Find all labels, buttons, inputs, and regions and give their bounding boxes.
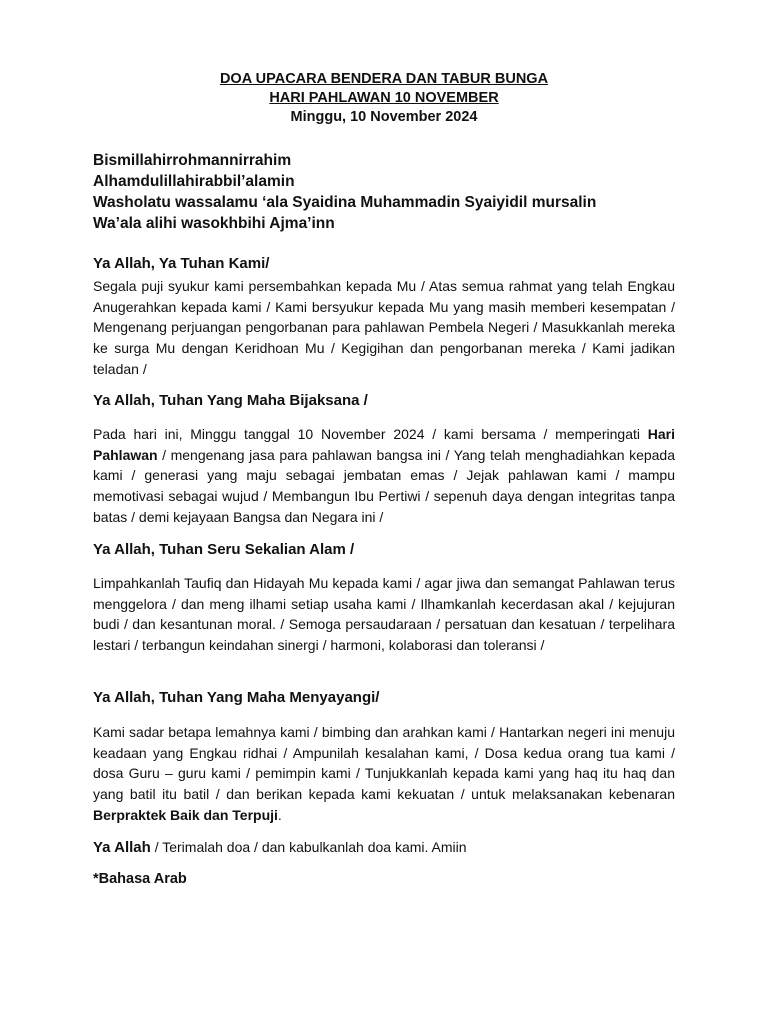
section-paragraph-1: Segala puji syukur kami persembahkan kepada Mu / Atas semua rahmat yang telah Engkau Anugerahkan kepada kami / Kami bersyukur kepada Mu yang masih memberi kesempatan / Mengenang perjuangan pengorbanan para pahlawan Pembela Negeri / Masukkanlah mereka ke surga Mu dengan Keridhoan Mu / Kegigihan dan pengorbanan mereka / Kami jadikan teladan / xyxy=(93,278,675,377)
opening-line: Wa’ala alihi wasokhbihi Ajma’inn xyxy=(93,215,335,232)
closing-emphasis: Ya Allah xyxy=(93,839,151,856)
title-line-2: HARI PAHLAWAN 10 NOVEMBER xyxy=(269,90,499,106)
paragraph-emphasis: Hari Pahlawan xyxy=(93,426,675,463)
section-heading-3: Ya Allah, Tuhan Seru Sekalian Alam / xyxy=(93,541,355,558)
paragraph-text: / mengenang jasa para pahlawan bangsa ini / Yang telah menghadiahkan kepada kami / generasi yang maju sebagai jembatan emas / Jejak pahlawan kami / mampu memotivasi sebagai wujud / Membangun Ibu Pertiwi / sepenuh daya dengan integritas tanpa batas / demi kejayaan Bangsa dan Negara ini / xyxy=(93,446,675,525)
date-line: Minggu, 10 November 2024 xyxy=(290,109,478,125)
section-paragraph-3: Limpahkanlah Taufiq dan Hidayah Mu kepada kami / agar jiwa dan semangat Pahlawan terus menggelora / dan meng ilhami setiap usaha kami / Ilhamkanlah kecerdasan akal / kejujuran budi / dan kesantunan moral. / Semoga persaudaraan / persatuan dan kesatuan / terpelihara lestari / terbangun keindahan sinergi / harmoni, kolaborasi dan toleransi / xyxy=(93,575,675,654)
footnote: *Bahasa Arab xyxy=(93,871,187,887)
title-line-1: DOA UPACARA BENDERA DAN TABUR BUNGA xyxy=(219,71,549,87)
section-paragraph-2 xyxy=(93,424,675,528)
closing-text: / Terimalah doa / dan kabulkanlah doa kami. Amiin xyxy=(150,839,467,855)
opening-line: Washolatu wassalamu ‘ala Syaidina Muhammadin Syaiyidil mursalin xyxy=(93,194,597,211)
paragraph-text: Kami sadar betapa lemahnya kami / bimbing dan arahkan kami / Hantarkan negeri ini menuju keadaan yang Engkau ridhai / Ampunilah kesalahan kami, / Dosa kedua orang tua kami / dosa Guru – guru kami / pemimpin kami / Tunjukkanlah kepada kami yang haq itu haq dan yang batil itu batil / dan berikan kepada kami kekuatan / untuk melaksanakan kebenaran xyxy=(93,724,675,803)
section-heading-1: Ya Allah, Ya Tuhan Kami/ xyxy=(93,255,270,272)
paragraph-text: . xyxy=(277,806,282,823)
paragraph-emphasis: Berpraktek Baik dan Terpuji xyxy=(93,806,278,823)
section-heading-4: Ya Allah, Tuhan Yang Maha Menyayangi/ xyxy=(93,689,380,706)
document-header xyxy=(0,70,768,127)
opening-line: Bismillahirrohmannirrahim xyxy=(93,152,292,169)
opening-line: Alhamdulillahirabbil’alamin xyxy=(93,173,295,190)
section-heading-2: Ya Allah, Tuhan Yang Maha Bijaksana / xyxy=(93,392,368,409)
section-paragraph-4 xyxy=(93,722,675,826)
opening-phrases xyxy=(93,150,693,234)
paragraph-text: Pada hari ini, Minggu tanggal 10 November 2024 / kami bersama / memperingati xyxy=(93,426,648,442)
closing-line xyxy=(93,837,467,858)
